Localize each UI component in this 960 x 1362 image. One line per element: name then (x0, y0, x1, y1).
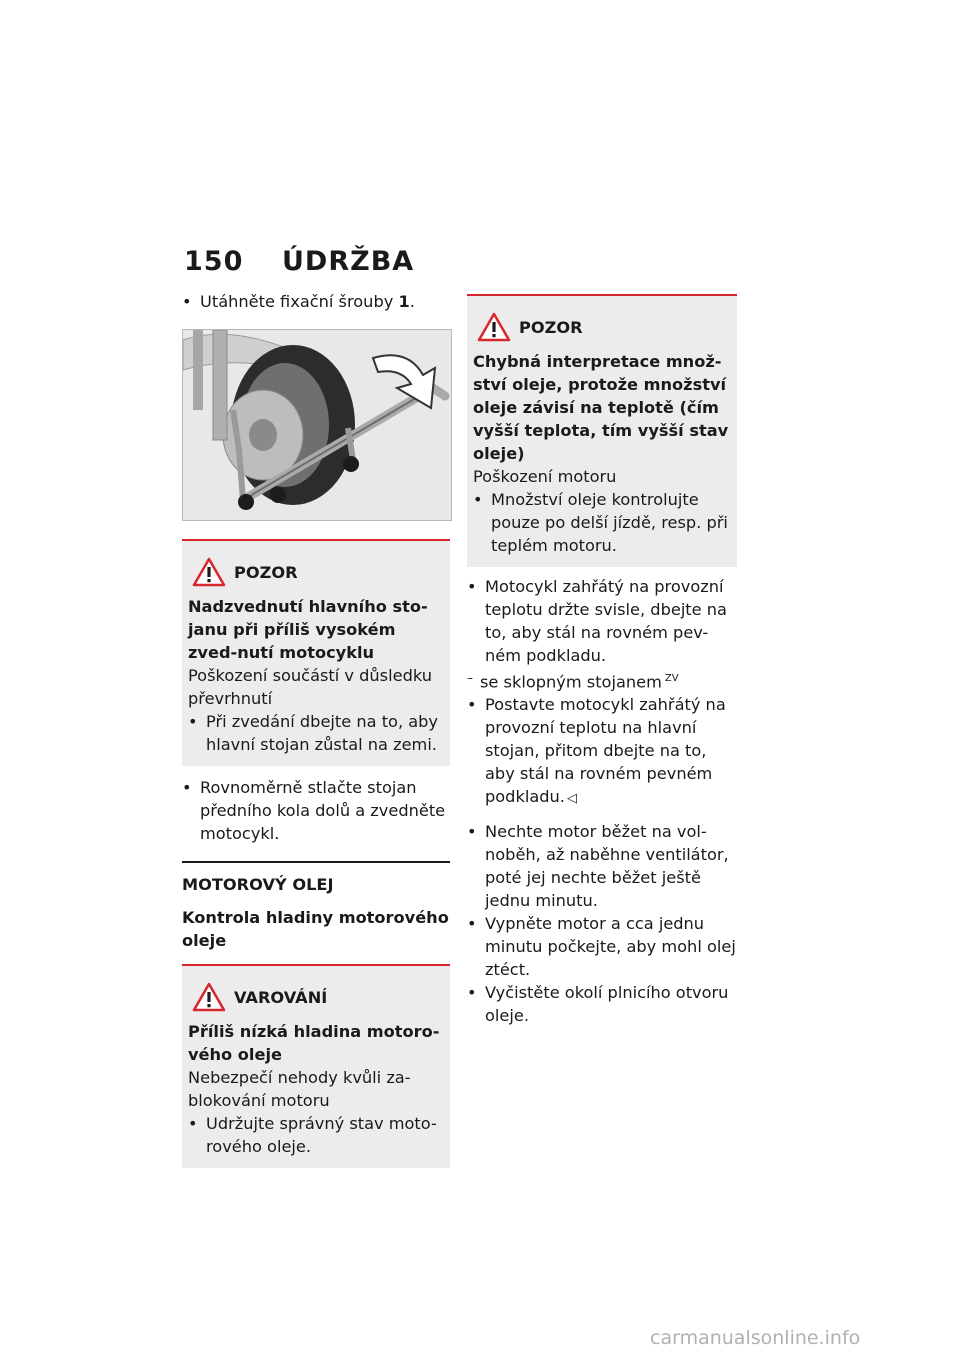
page-number: 150 (184, 246, 244, 277)
right-column (467, 294, 737, 1027)
notice-consequence: Poškození součástí v důsledku převrhnutí (188, 666, 432, 708)
section-divider (182, 861, 450, 863)
instruction-bullet: • Motocykl zahřátý na provozní teplotu držte svisle, dbejte na to, aby stál na rovném pev-ném podkladu. (467, 575, 737, 667)
warning-triangle-icon (192, 982, 226, 1012)
optional-equipment-mark: ZV (664, 673, 679, 684)
instruction-bullet (467, 693, 737, 810)
instruction-text: Postavte motocykl zahřátý na provozní teplotu na hlavní stojan, přitom dbejte na to, aby stál na rovném pevném podkladu. (485, 695, 726, 807)
part-reference: 1 (398, 292, 410, 311)
notice-label: POZOR (519, 318, 583, 337)
motorcycle-stand-figure (182, 329, 452, 521)
notice-header (188, 980, 444, 1014)
caution-notice (182, 539, 450, 766)
notice-header (473, 310, 731, 344)
motorcycle-stand-illustration (183, 330, 451, 520)
notice-title: Chybná interpretace množ-ství oleje, protože množství oleje závisí na teplotě (čím vyšší teplota, tím vyšší stav oleje) (473, 352, 729, 463)
end-of-condition-icon: ◁ (566, 791, 577, 807)
instruction-bullet: • Vypněte motor a cca jednu minutu počkejte, aby mohl olej ztéct. (467, 912, 737, 981)
notice-bullet: • Udržujte správný stav moto-rového oleje. (188, 1112, 444, 1158)
notice-header (188, 555, 444, 589)
left-column (182, 290, 450, 1168)
section-title: MOTOROVÝ OLEJ (182, 875, 334, 894)
site-watermark: carmanualsonline.info (650, 1327, 861, 1349)
page-title: ÚDRŽBA (282, 246, 415, 277)
notice-consequence: Nebezpečí nehody kvůli za-blokování motoru (188, 1068, 411, 1110)
notice-title: Nadzvednutí hlavního sto-janu při příliš vysokém zved-nutí motocyklu (188, 597, 428, 662)
instruction-bullet: • Nechte motor běžet na vol-noběh, až naběhne ventilátor, poté jej nechte běžet ještě jednu minutu. (467, 820, 737, 912)
notice-label: POZOR (234, 563, 298, 582)
condition-text: se sklopným stojanem (480, 672, 662, 692)
instruction-bullet: • Rovnoměrně stlačte stojan předního kola dolů a zvedněte motocykl. (182, 776, 450, 845)
notice-label: VAROVÁNÍ (234, 988, 328, 1007)
notice-bullet: • Množství oleje kontrolujte pouze po delší jízdě, resp. při teplém motoru. (473, 488, 731, 557)
warning-triangle-icon (192, 557, 226, 587)
notice-bullet: • Při zvedání dbejte na to, aby hlavní stojan zůstal na zemi. (188, 710, 444, 756)
condition-dash (467, 667, 737, 693)
notice-title: Příliš nízká hladina motoro-vého oleje (188, 1022, 440, 1064)
page-header (184, 246, 584, 280)
instruction-bullet: • Vyčistěte okolí plnicího otvoru oleje. (467, 981, 737, 1027)
intro-bullet-end: . (409, 292, 415, 311)
subsection-title: Kontrola hladiny motorového oleje (182, 908, 449, 950)
notice-consequence: Poškození motoru (473, 467, 617, 486)
warning-notice (182, 964, 450, 1168)
intro-bullet-text: Utáhněte fixační šrouby (200, 292, 399, 311)
caution-notice (467, 294, 737, 567)
warning-triangle-icon (477, 312, 511, 342)
intro-bullet (182, 290, 450, 313)
